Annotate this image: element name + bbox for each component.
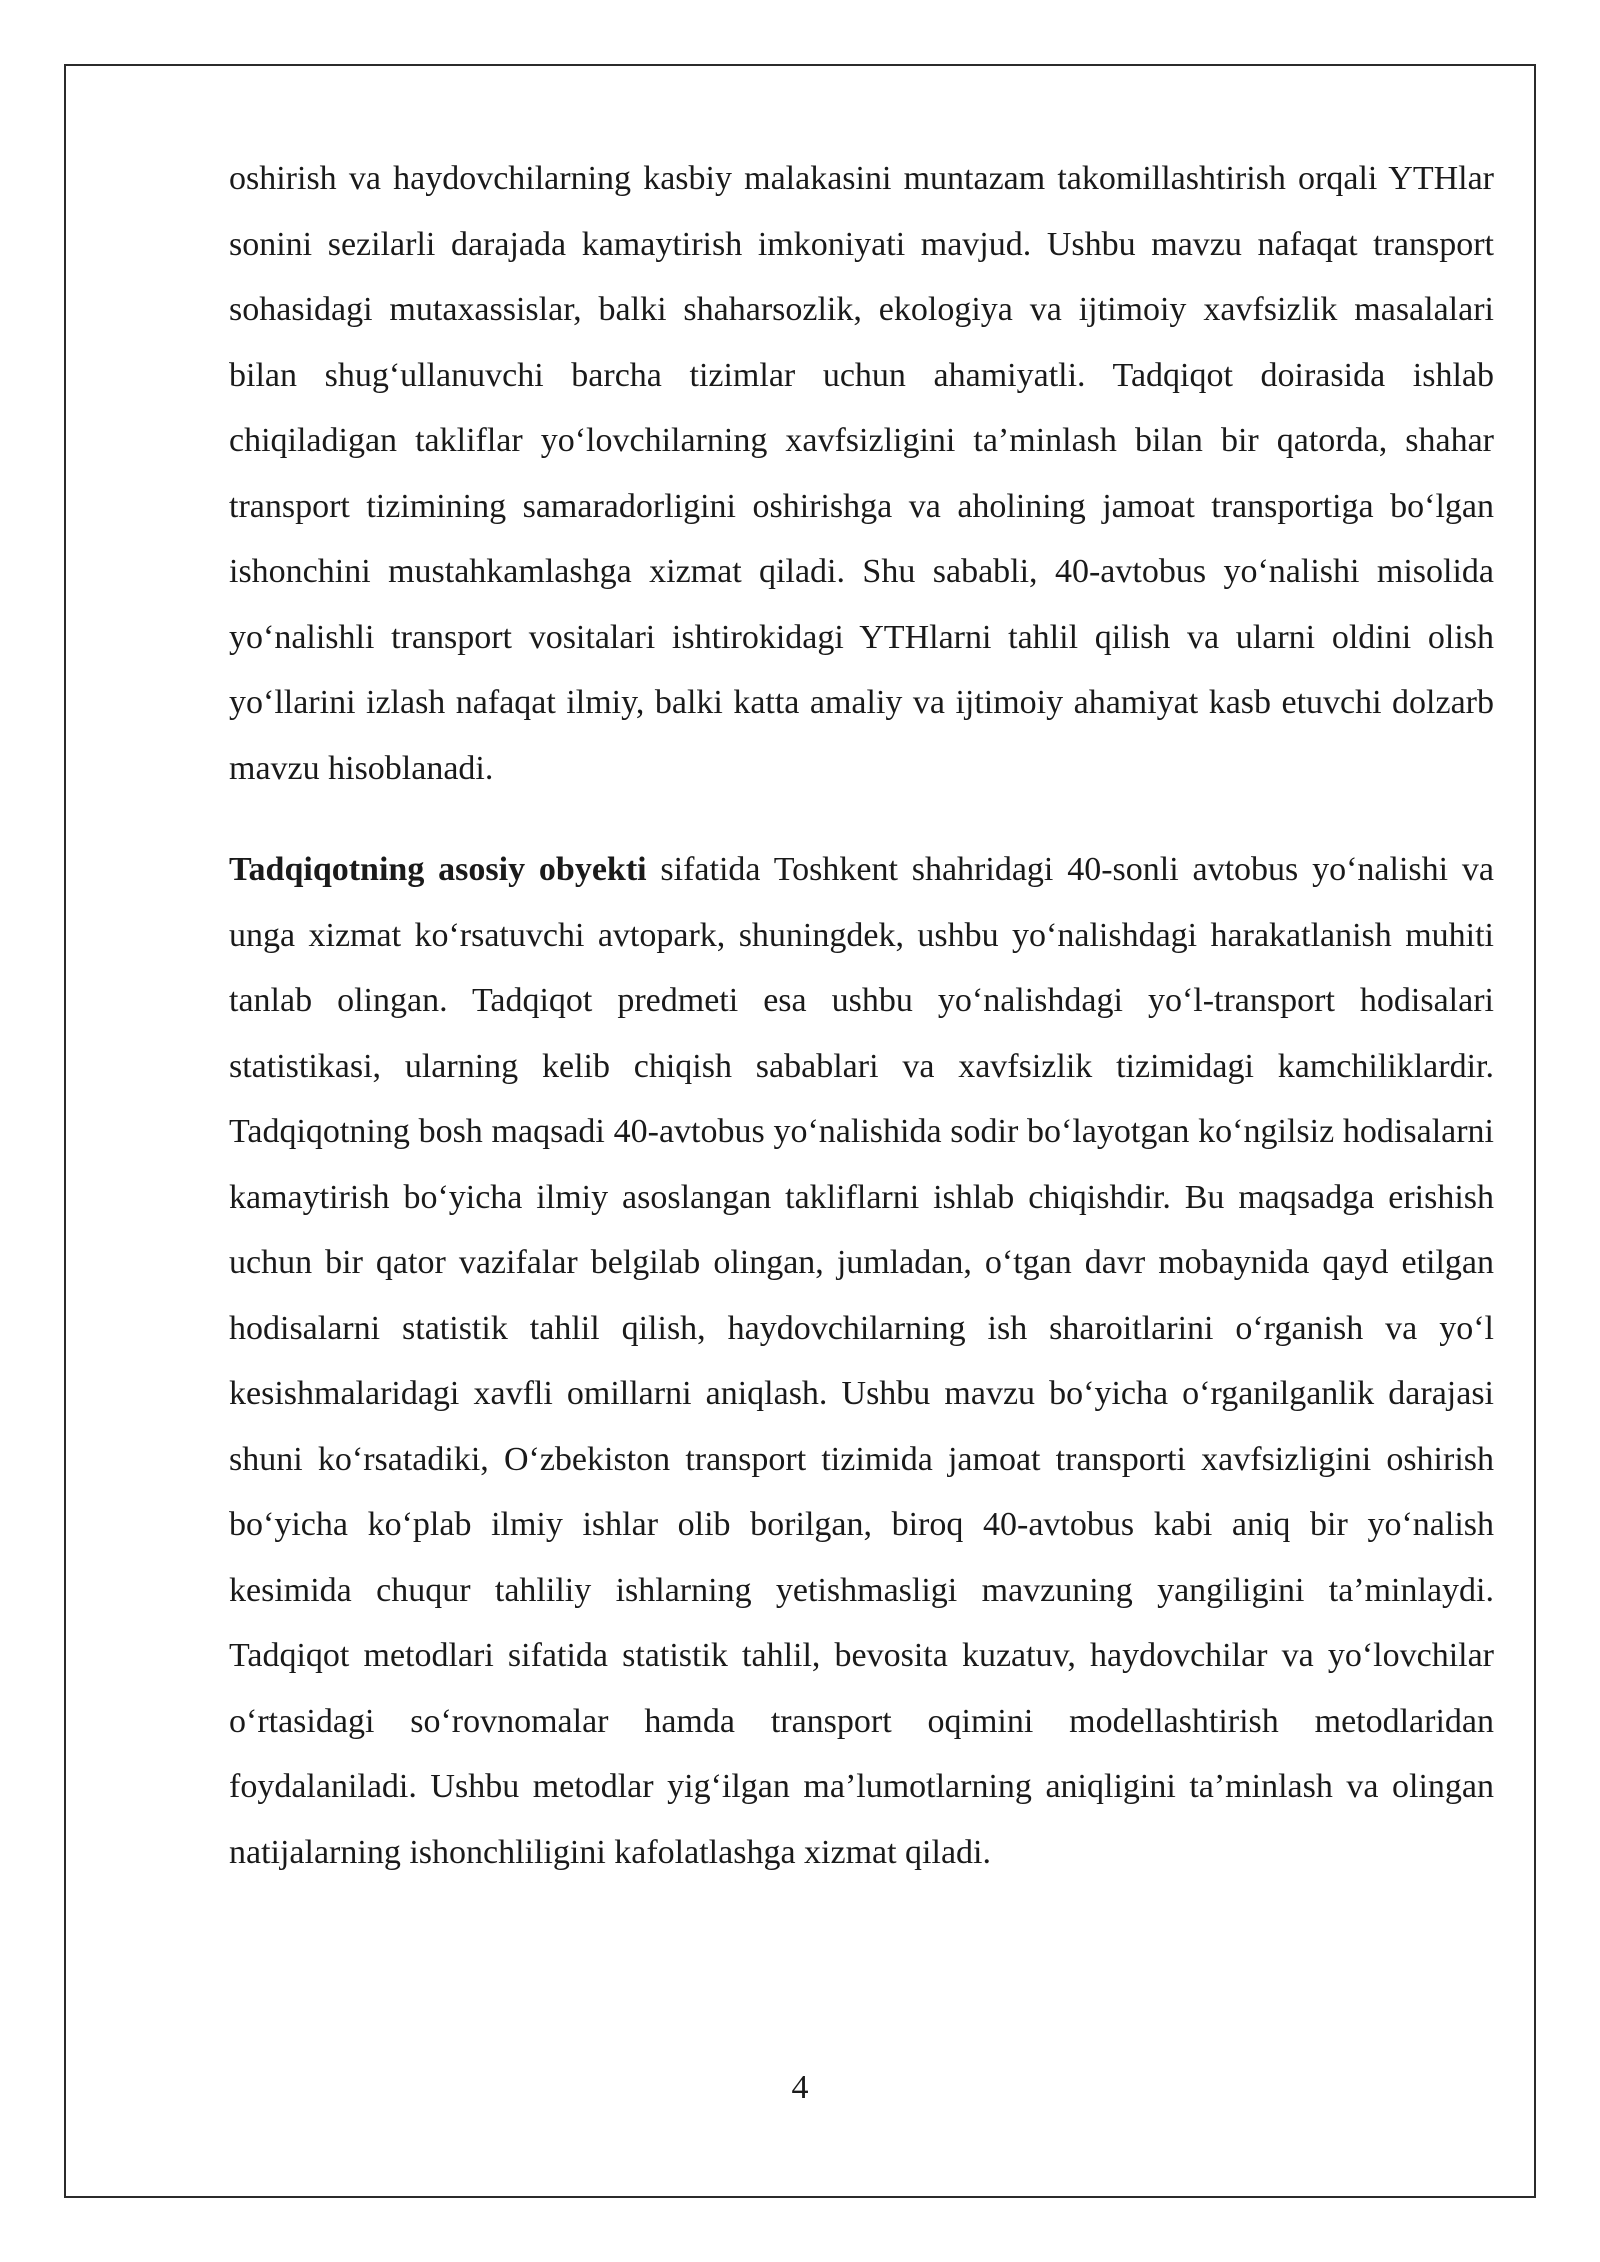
paragraph-text: sifatida Toshkent shahridagi 40-sonli avtobus yo‘nalishi va unga xizmat ko‘rsatuvchi avtopark, shuningdek, ushbu yo‘nalishdagi harakatlanish muhiti tanlab olingan. Tadqiqot predmeti esa ushbu yo‘nalishdagi yo‘l-transport hodisalari statistikasi, ularning kelib chiqish sabablari va xavfsizlik tizimidagi kamchiliklardir. Tadqiqotning bosh maqsadi 40-avtobus yo‘nalishida sodir bo‘layotgan ko‘ngilsiz hodisalarni kamaytirish bo‘yicha ilmiy asoslangan takliflarni ishlab chiqishdir. Bu maqsadga erishish uchun bir qator vazifalar belgilab olingan, jumladan, o‘tgan davr mobaynida qayd etilgan hodisalarni statistik tahlil qilish, haydovchilarning ish sharoitlarini o‘rganish va yo‘l kesishmalaridagi xavfli omillarni aniqlash. Ushbu mavzu bo‘yicha o‘rganilganlik darajasi shuni ko‘rsatadiki, O‘zbekiston transport tizimida jamoat transporti xavfsizligini oshirish bo‘yicha ko‘plab ilmiy ishlar olib borilgan, biroq 40-avtobus kabi aniq bir yo‘nalish kesimida chuqur tahliliy ishlarning yetishmasligi mavzuning yangiligini ta’minlaydi. Tadqiqot metodlari sifatida statistik tahlil, bevosita kuzatuv, haydovchilar va yo‘lovchilar o‘rtasidagi so‘rovnomalar hamda transport oqimini modellashtirish metodlaridan foydalaniladi. Ushbu metodlar yig‘ilgan ma’lumotlarning aniqligini ta’minlash va olingan natijalarning ishonchliligini kafolatlashga xizmat qiladi. (229, 851, 1495, 1871)
paragraph-text: oshirish va haydovchilarning kasbiy malakasini muntazam takomillashtirish orqali YTHlar sonini sezilarli darajada kamaytirish imkoniyati mavjud. Ushbu mavzu nafaqat transport sohasidagi mutaxassislar, balki shaharsozlik, ekologiya va ijtimoiy xavfsizlik masalalari bilan shug‘ullanuvchi barcha tizimlar uchun ahamiyatli. Tadqiqot doirasida ishlab chiqiladigan takliflar yo‘lovchilarning xavfsizligini ta’minlash bilan bir qatorda, shahar transport tizimining samaradorligini oshirishga va aholining jamoat transportiga bo‘lgan ishonchini mustahkamlashga xizmat qiladi. Shu sababli, 40-avtobus yo‘nalishi misolida yo‘nalishli transport vositalari ishtirokidagi YTHlarni tahlil qilish va ularni oldini olish yo‘llarini izlash nafaqat ilmiy, balki katta amaliy va ijtimoiy ahamiyat kasb etuvchi dolzarb mavzu hisoblanadi. (229, 160, 1494, 787)
page-number: 4 (791, 2069, 809, 2106)
document-body (229, 146, 1494, 1885)
paragraph-research-object (229, 837, 1494, 1885)
paragraph-intro-continuation (229, 146, 1494, 801)
paragraph-lead-bold: Tadqiqotning asosiy obyekti (229, 851, 647, 888)
